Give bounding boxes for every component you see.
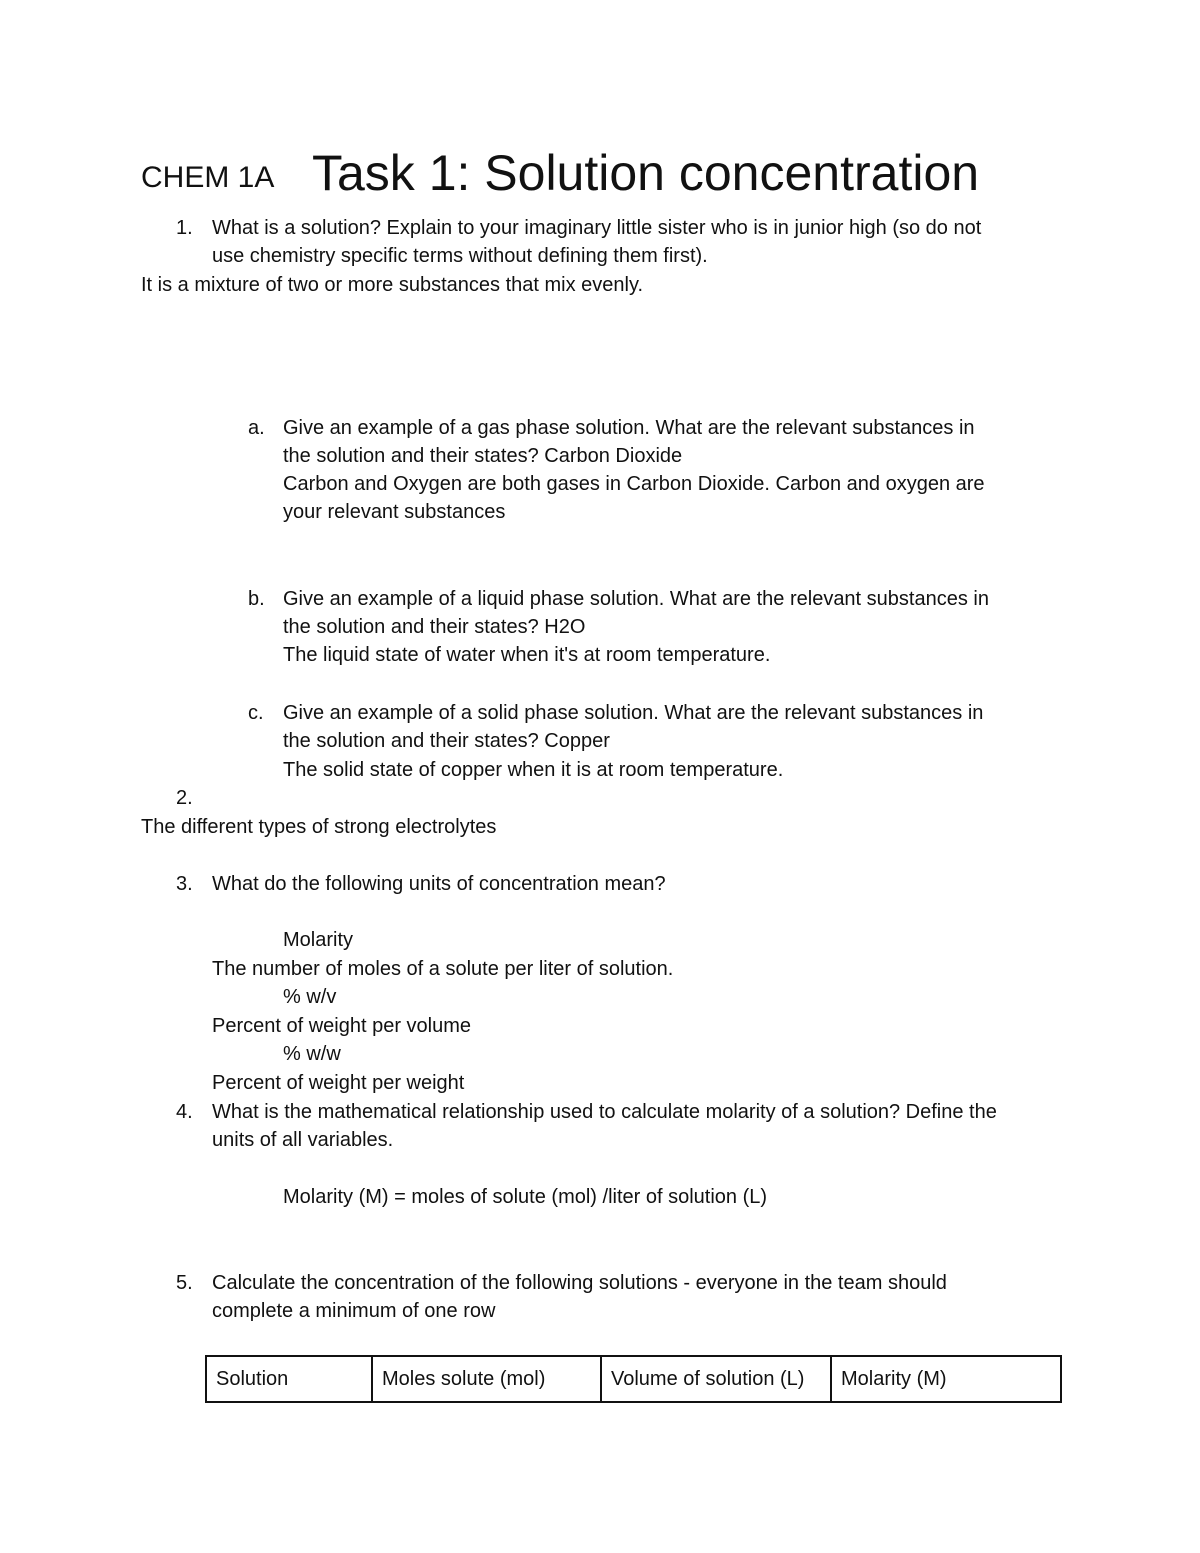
q3-number: 3. xyxy=(176,873,193,895)
q4-question-line1: What is the mathematical relationship used to calculate molarity of a solution? Define the xyxy=(212,1101,997,1123)
q2-number: 2. xyxy=(176,787,193,809)
q1c-line2: the solution and their states? Copper xyxy=(283,730,610,752)
table-header-molarity: Molarity (M) xyxy=(831,1356,1061,1402)
q1a-letter: a. xyxy=(248,417,265,439)
page-title: Task 1: Solution concentration xyxy=(312,145,980,201)
q1-number: 1. xyxy=(176,217,193,239)
q3-term-ww: % w/w xyxy=(283,1043,341,1065)
table-header-row xyxy=(206,1356,1061,1402)
concentration-table xyxy=(205,1355,1062,1403)
course-code: CHEM 1A xyxy=(141,161,275,194)
q2-answer: The different types of strong electrolytes xyxy=(141,816,497,838)
q4-number: 4. xyxy=(176,1101,193,1123)
q3-term-wv: % w/v xyxy=(283,986,337,1008)
q1-question-line1: What is a solution? Explain to your imaginary little sister who is in junior high (so do not xyxy=(212,217,982,239)
q1b-letter: b. xyxy=(248,588,265,610)
q3-question: What do the following units of concentration mean? xyxy=(212,873,666,895)
q1a-line1: Give an example of a gas phase solution. What are the relevant substances in xyxy=(283,417,975,439)
q1-question-line2: use chemistry specific terms without defining them first). xyxy=(212,245,708,267)
q3-term-molarity: Molarity xyxy=(283,929,354,951)
q4-formula: Molarity (M) = moles of solute (mol) /liter of solution (L) xyxy=(283,1186,768,1208)
q4-question-line2: units of all variables. xyxy=(212,1129,394,1151)
q1-answer: It is a mixture of two or more substances that mix evenly. xyxy=(141,274,644,296)
q1c-line1: Give an example of a solid phase solution. What are the relevant substances in xyxy=(283,702,984,724)
q5-question-line1: Calculate the concentration of the following solutions - everyone in the team should xyxy=(212,1272,947,1294)
table-header-solution: Solution xyxy=(206,1356,372,1402)
q1a-line4: your relevant substances xyxy=(283,501,506,523)
q1a-line3: Carbon and Oxygen are both gases in Carbon Dioxide. Carbon and oxygen are xyxy=(283,473,985,495)
q1c-line3: The solid state of copper when it is at room temperature. xyxy=(283,759,784,781)
q1c-letter: c. xyxy=(248,702,264,724)
q5-number: 5. xyxy=(176,1272,193,1294)
q1a-line2: the solution and their states? Carbon Dioxide xyxy=(283,445,683,467)
q1b-line2: the solution and their states? H2O xyxy=(283,616,586,638)
table-header-volume: Volume of solution (L) xyxy=(601,1356,831,1402)
q3-definition-wv: Percent of weight per volume xyxy=(212,1015,472,1037)
q3-definition-ww: Percent of weight per weight xyxy=(212,1072,465,1094)
q1b-line3: The liquid state of water when it's at room temperature. xyxy=(283,644,771,666)
q5-question-line2: complete a minimum of one row xyxy=(212,1300,496,1322)
q1b-line1: Give an example of a liquid phase solution. What are the relevant substances in xyxy=(283,588,989,610)
table-header-moles-solute: Moles solute (mol) xyxy=(372,1356,601,1402)
q3-definition-molarity: The number of moles of a solute per liter of solution. xyxy=(212,958,674,980)
